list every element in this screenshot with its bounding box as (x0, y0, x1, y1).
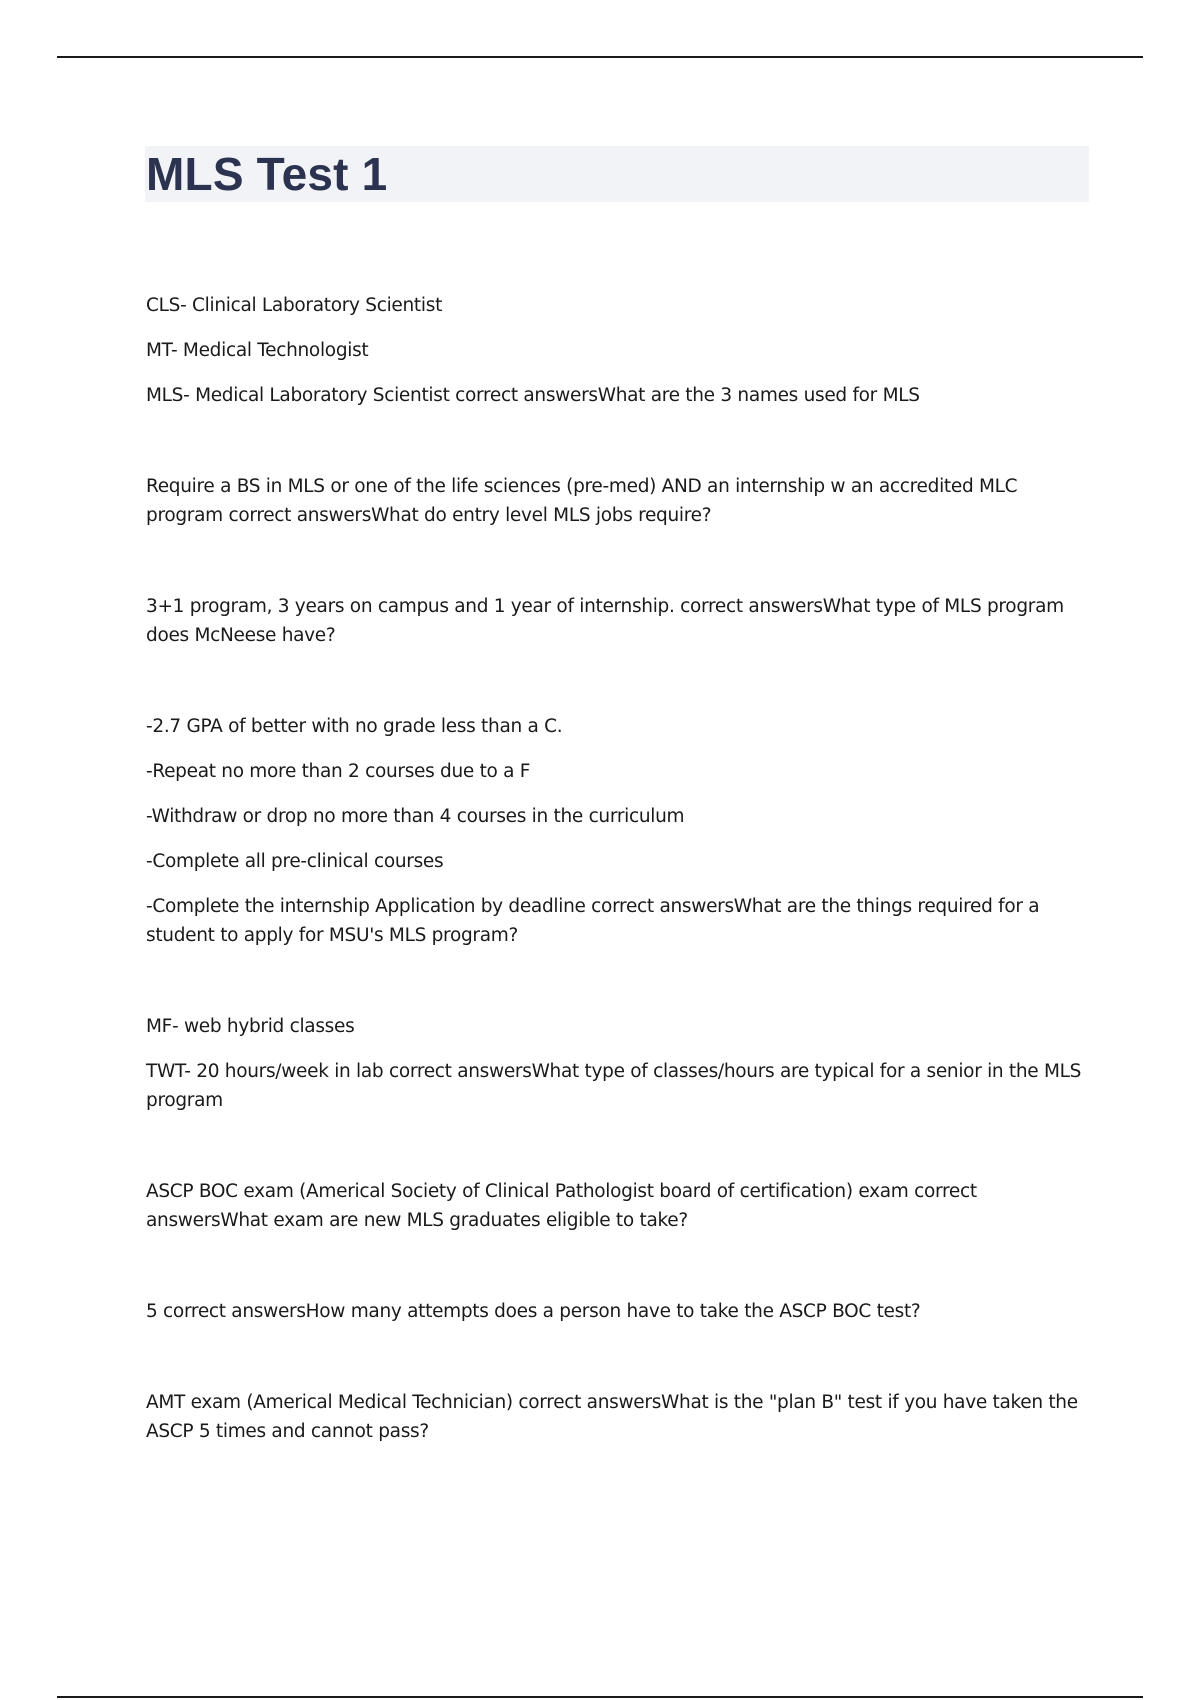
top-rule (57, 56, 1143, 58)
document-body (146, 291, 1096, 1508)
card-line: -Complete the internship Application by deadline correct answersWhat are the things required for a student to apply for MSU's MLS program? (146, 896, 1040, 946)
bottom-rule (57, 1696, 1143, 1698)
card-line: -2.7 GPA of better with no grade less than a C. (146, 716, 563, 737)
qa-card (146, 1388, 1096, 1446)
card-line: -Withdraw or drop no more than 4 courses in the curriculum (146, 806, 685, 827)
card-line: 5 correct answersHow many attempts does a person have to take the ASCP BOC test? (146, 1301, 921, 1322)
card-line: MLS- Medical Laboratory Scientist correct answersWhat are the 3 names used for MLS (146, 385, 920, 406)
card-line: -Repeat no more than 2 courses due to a F (146, 761, 531, 782)
card-line: AMT exam (Americal Medical Technician) correct answersWhat is the "plan B" test if you have taken the ASCP 5 times and cannot pass? (146, 1392, 1078, 1442)
card-line: CLS- Clinical Laboratory Scientist (146, 295, 443, 316)
card-line: Require a BS in MLS or one of the life sciences (pre-med) AND an internship w an accredited MLC program correct answersWhat do entry level MLS jobs require? (146, 476, 1018, 526)
qa-card (146, 1012, 1096, 1115)
qa-card (146, 1297, 1096, 1326)
card-line: ASCP BOC exam (Americal Society of Clinical Pathologist board of certification) exam correct answersWhat exam are new MLS graduates eligible to take? (146, 1181, 977, 1231)
qa-card (146, 712, 1096, 950)
card-line: MT- Medical Technologist (146, 340, 369, 361)
card-line: MF- web hybrid classes (146, 1016, 355, 1037)
page-title: MLS Test 1 (146, 148, 388, 200)
card-line: -Complete all pre-clinical courses (146, 851, 444, 872)
qa-card (146, 291, 1096, 410)
qa-card (146, 592, 1096, 650)
card-line: TWT- 20 hours/week in lab correct answersWhat type of classes/hours are typical for a senior in the MLS program (146, 1061, 1082, 1111)
qa-card (146, 1177, 1096, 1235)
card-line: 3+1 program, 3 years on campus and 1 year of internship. correct answersWhat type of MLS program does McNeese have? (146, 596, 1064, 646)
qa-card (146, 472, 1096, 530)
